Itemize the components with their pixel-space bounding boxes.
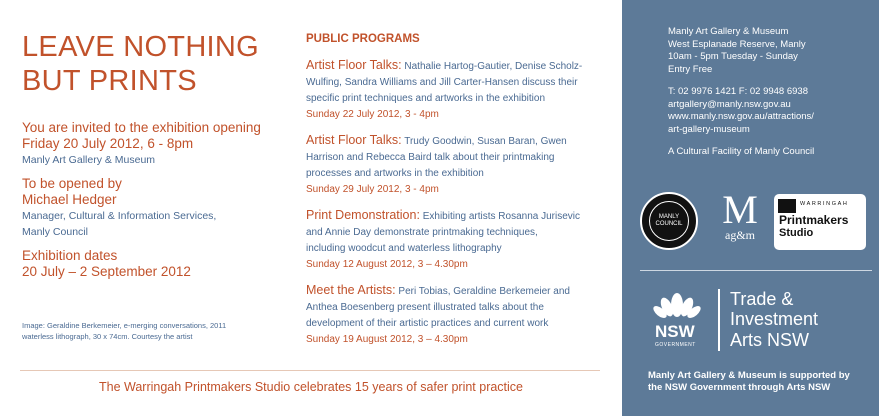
support-statement — [648, 370, 876, 394]
opened-by-name: Michael Hedger — [22, 192, 117, 207]
program-desc: Exhibiting artists Rosanna Jurisevic — [419, 211, 581, 222]
opening-datetime: Friday 20 July 2012, 6 - 8pm — [22, 136, 194, 151]
program-desc: Trudy Goodwin, Susan Baran, Gwen — [401, 136, 567, 147]
contact-website: www.manly.nsw.gov.au/attractions/ — [668, 111, 814, 122]
trade-label: Trade & — [730, 289, 794, 309]
venue-line: 10am - 5pm Tuesday - Sunday — [668, 51, 798, 62]
arts-nsw-label: Arts NSW — [730, 330, 809, 350]
manly-council-seal-text: MANLY COUNCIL — [649, 201, 689, 241]
printmakers-block-icon — [778, 199, 796, 213]
nsw-trade-investment-logo — [652, 285, 877, 355]
contact-website-cont: art-gallery-museum — [668, 123, 750, 135]
program-date: Sunday 19 August 2012, 3 – 4.30pm — [306, 334, 468, 345]
facility-note: A Cultural Facility of Manly Council — [668, 146, 815, 157]
program-item — [306, 57, 606, 123]
public-programs-heading: PUBLIC PROGRAMS — [306, 33, 420, 45]
opened-by-role-2: Manly Council — [22, 226, 88, 238]
title-line-2: BUT PRINTS — [22, 65, 197, 97]
program-title: Artist Floor Talks: — [306, 133, 402, 147]
gallery-info — [668, 26, 868, 159]
program-date: Sunday 29 July 2012, 3 - 4pm — [306, 184, 439, 195]
opened-by-block — [22, 176, 292, 240]
investment-label: Investment — [730, 309, 819, 329]
support-line-1: Manly Art Gallery & Museum is supported by — [648, 370, 850, 381]
image-credit — [22, 320, 292, 342]
exhibition-dates-value: 20 July – 2 September 2012 — [22, 264, 191, 279]
venue-line: Entry Free — [668, 63, 713, 75]
program-desc: Peri Tobias, Geraldine Berkemeier and — [395, 286, 570, 297]
wps-logo-main-1: Printmakers — [779, 213, 849, 227]
invitation-details — [22, 120, 292, 288]
partner-logos — [640, 187, 872, 254]
program-item — [306, 207, 606, 273]
program-desc: development of their artistic practices and current work — [306, 318, 549, 329]
opened-by-label: To be opened by — [22, 176, 122, 191]
image-credit-line-1: Image: Geraldine Berkemeier, e-merging conversations, 2011 — [22, 321, 227, 330]
opening-venue: Manly Art Gallery & Museum — [22, 154, 156, 166]
program-desc: including woodcut and waterless lithography — [306, 243, 502, 254]
contact-email: artgallery@manly.nsw.gov.au — [668, 98, 791, 110]
warringah-printmakers-logo — [774, 194, 866, 250]
program-desc: Wulfing, Sandra Williams and Jill Carter-Hansen discuss their — [306, 77, 578, 88]
contact-phone: T: 02 9976 1421 F: 02 9948 6938 — [668, 86, 808, 97]
opening-block — [22, 120, 292, 168]
invite-line: You are invited to the exhibition opening — [22, 120, 261, 135]
footer-divider — [20, 370, 600, 371]
opened-by-role-1: Manager, Cultural & Information Services, — [22, 210, 217, 222]
venue-line: Manly Art Gallery & Museum — [668, 26, 789, 37]
program-title: Print Demonstration: — [306, 208, 420, 222]
title-line-1: LEAVE NOTHING — [22, 31, 260, 63]
program-item — [306, 282, 606, 348]
logo-separator — [640, 270, 872, 271]
footer-tagline: The Warringah Printmakers Studio celebrates 15 years of safer print practice — [98, 380, 524, 394]
program-desc: and Annie Day demonstrate printmaking techniques, — [306, 227, 538, 238]
program-desc: specific print techniques and artworks in the exhibition — [306, 93, 546, 104]
nsw-logo-divider — [718, 289, 720, 351]
public-programs — [306, 33, 606, 357]
exhibition-dates-label: Exhibition dates — [22, 248, 118, 263]
info-panel — [622, 0, 879, 416]
program-desc: Harrison and Rebecca Baird talk about their printmaking — [306, 152, 555, 163]
exhibition-title — [22, 30, 292, 98]
program-item — [306, 132, 606, 198]
exhibition-dates-block — [22, 248, 292, 280]
manly-council-seal-icon — [640, 192, 698, 250]
nsw-wordmark: NSW — [655, 322, 695, 341]
program-date: Sunday 22 July 2012, 3 - 4pm — [306, 109, 439, 120]
program-desc: processes and artworks in the exhibition — [306, 168, 484, 179]
program-title: Meet the Artists: — [306, 283, 396, 297]
program-date: Sunday 12 August 2012, 3 – 4.30pm — [306, 259, 468, 270]
support-line-2: the NSW Government through Arts NSW — [648, 382, 831, 393]
program-desc: Nathalie Hartog-Gautier, Denise Scholz- — [401, 61, 583, 72]
program-title: Artist Floor Talks: — [306, 58, 402, 72]
image-credit-line-2: waterless lithograph, 30 x 74cm. Courtesy the artist — [22, 332, 193, 341]
wps-logo-top: WARRINGAH — [800, 201, 849, 207]
agm-logo — [712, 187, 768, 252]
wps-logo-main-2: Studio — [779, 227, 814, 239]
agm-logo-letter: M — [722, 187, 758, 232]
agm-logo-text: ag&m — [725, 228, 755, 242]
nsw-government-label: GOVERNMENT — [655, 342, 696, 348]
program-desc: Anthea Boesenberg present illustrated talks about the — [306, 302, 544, 313]
venue-line: West Esplanade Reserve, Manly — [668, 38, 806, 50]
